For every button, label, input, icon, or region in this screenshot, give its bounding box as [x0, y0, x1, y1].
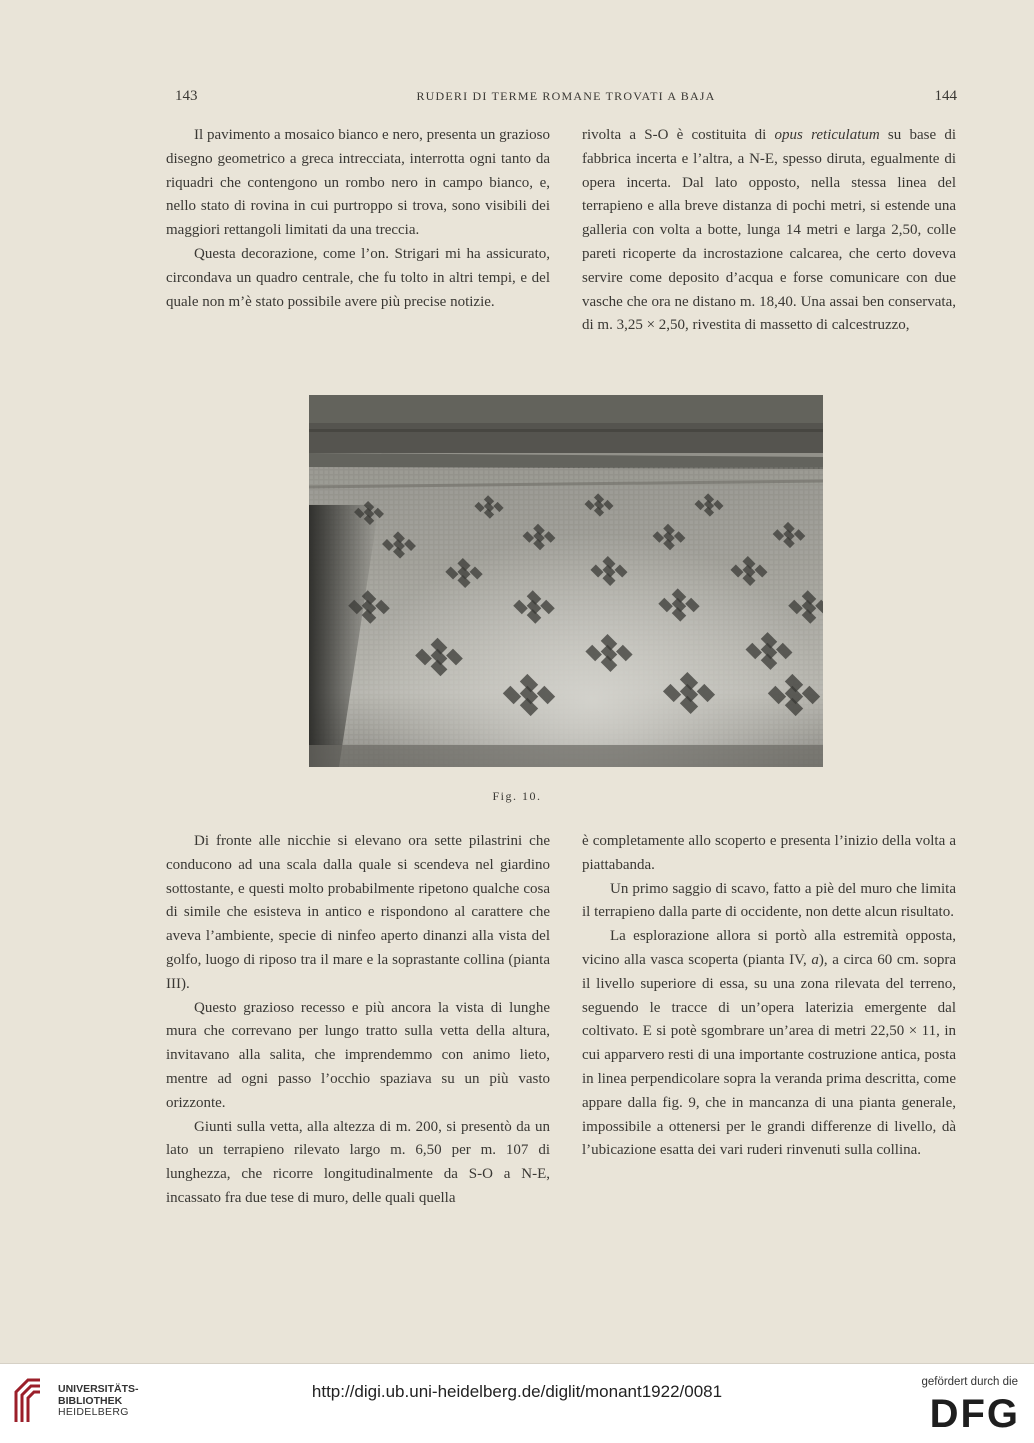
funded-by-label: gefördert durch die	[921, 1376, 1018, 1388]
paragraph: Questa decorazione, come l’on. Strigari mi ha assicurato, circondava un quadro centrale, che fu tolto in altri tempi, e del quale non m’è stato possibile avere più precise notizie.	[166, 245, 550, 310]
paragraph: Questo grazioso recesso e più ancora la vista di lunghe mura che correvano per lungo tratto sulla vetta della altura, invitavano alla salita, che imprendemmo con animo lieto, mentre ad ogni passo l’occhio spaziava su un più vasto orizzonte.	[166, 999, 550, 1111]
text-column-bottom-left	[166, 830, 550, 1211]
dfg-logo: DFG	[929, 1392, 1020, 1436]
paragraph: Giunti sulla vetta, alla altezza di m. 200, si presentò da un lato un terrapieno rilevato largo m. 6,50 per m. 107 di lunghezza, che ricorre longitudinalmente da S-O a N-E, incassato fra due tese di muro, delle quali quella	[166, 1118, 550, 1206]
page-number-right: 144	[934, 88, 957, 104]
permalink-url[interactable]: http://digi.ub.uni-heidelberg.de/diglit/monant1922/0081	[311, 1382, 723, 1401]
page-number-left: 143	[175, 88, 198, 104]
paragraph: La esplorazione allora si portò alla estremità opposta, vicino alla vasca scoperta (pianta IV, a), a circa 60 cm. sopra il livello superiore di essa, su una zona rilevata del terreno, seguendo le tracce di un’opera laterizia emergente dal coltivato. E si potè sgombrare un’area di metri 22,50 × 11, in cui apparvero resti di una importante costruzione antica, posta in linea perpendicolare sopra la veranda prima descritta, come appare dalla fig. 9, che in mancanza di una pianta generale, impossibile a ottenersi per le grandi differenze di livello, dà l’ubicazione esatta dei vari ruderi rinvenuti sulla collina.	[582, 928, 956, 1159]
photo-rendering	[309, 395, 823, 767]
paragraph: Di fronte alle nicchie si elevano ora sette pilastrini che conducono ad una scala dalla quale si scendeva nel giardino sottostante, e questi molto probabilmente ripetono qualche cosa di simile che esisteva in antico e rispondono al carattere che aveva l’ambiente, specie di ninfeo aperto dinanzi alla vista del golfo, luogo di riposo tra il mare e la soprastante collina (pianta III).	[166, 833, 550, 992]
library-name: UNIVERSITÄTS- BIBLIOTHEK HEIDELBERG	[58, 1383, 139, 1418]
italic-letter: a	[811, 951, 819, 968]
text-column-top-left	[166, 124, 550, 314]
paragraph: rivolta a S-O è costituita di opus reticulatum su base di fabbrica incerta e l’altra, a N-E, spesso diruta, egualmente di opera incerta. Dal lato opposto, nella stessa linea del terrapieno e alla breve distanza di pochi metri, si estende una galleria con volta a botte, lunga 14 metri e larga 2,50, colle pareti ricoperte da incrostazione calcarea, che certo doveva servire come deposito d’acqua e forse comunicare con due vasche che ora ne distano m. 18,40. Una assai ben conservata, di m. 3,25 × 2,50, rivestita di massetto di calcestruzzo,	[582, 127, 956, 334]
figure-caption: Fig. 10.	[492, 789, 542, 803]
running-title: RUDERI DI TERME ROMANE TROVATI A BAJA	[416, 89, 716, 103]
italic-term: opus reticulatum	[774, 127, 880, 143]
paragraph: Un primo saggio di scavo, fatto a piè del muro che limita il terrapieno dalla parte di occidente, non dette alcun risultato.	[582, 880, 956, 921]
text-column-top-right	[582, 124, 956, 338]
digitization-footer	[0, 1364, 1034, 1443]
text-column-bottom-right	[582, 830, 956, 1163]
mosaic-floor-photograph	[309, 395, 823, 767]
paragraph: Il pavimento a mosaico bianco e nero, presenta un grazioso disegno geometrico a greca intrecciata, interrotta ogni tanto da riquadri che contengono un rombo nero in campo bianco, e, nello stato di rovina in cui purtroppo si trova, sono visibili dei maggiori rettangoli limitati da una treccia.	[166, 127, 550, 239]
paragraph: è completamente allo scoperto e presenta l’inizio della volta a piattabanda.	[582, 833, 956, 873]
running-header	[175, 88, 957, 108]
